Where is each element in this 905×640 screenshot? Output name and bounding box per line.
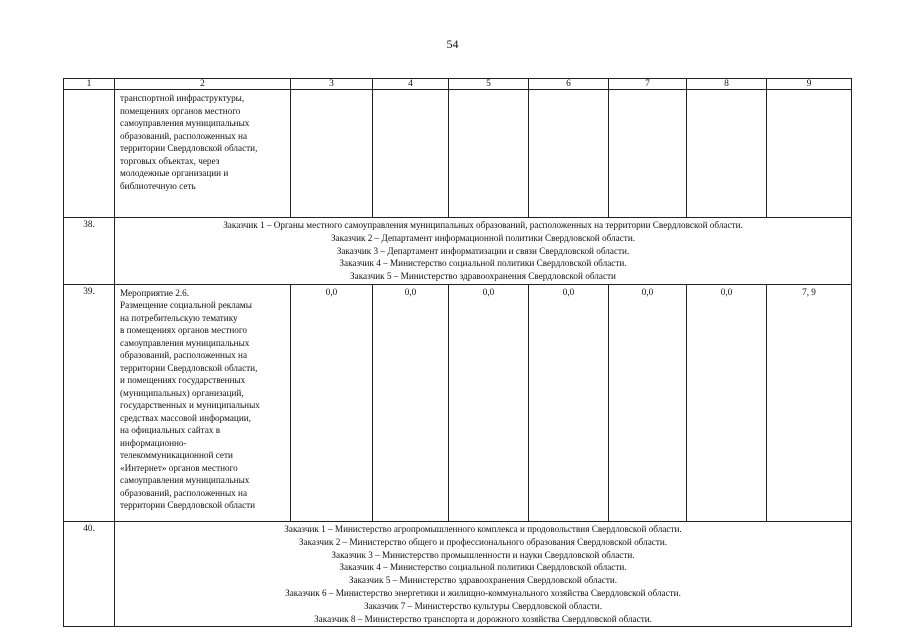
empty-cell bbox=[529, 90, 609, 218]
program-table bbox=[63, 78, 852, 627]
text-line: на официальных сайтах в bbox=[120, 425, 221, 436]
header-col-3: 3 bbox=[291, 79, 373, 90]
empty-cell bbox=[687, 90, 767, 218]
text-line: помещениях органов местного bbox=[120, 105, 241, 116]
text-line: самоуправления муниципальных bbox=[120, 475, 250, 486]
customer-line: Заказчик 8 – Министерство транспорта и дорожного хозяйства Свердловской области. bbox=[314, 613, 652, 624]
header-col-9: 9 bbox=[767, 79, 852, 90]
header-col-2: 2 bbox=[115, 79, 291, 90]
table-row-38 bbox=[64, 218, 852, 285]
header-col-5: 5 bbox=[449, 79, 529, 90]
empty-cell bbox=[291, 90, 373, 218]
text-line: транспортной инфраструктуры, bbox=[120, 93, 245, 103]
text-line: и помещениях государственных bbox=[120, 375, 246, 386]
value-cell: 0,0 bbox=[373, 284, 449, 521]
customer-line: Заказчик 4 – Министерство социальной политики Свердловской области. bbox=[339, 562, 627, 573]
customer-line: Заказчик 2 – Министерство общего и профессионального образования Свердловской области. bbox=[298, 536, 668, 547]
row-number: 40. bbox=[64, 521, 115, 626]
header-col-4: 4 bbox=[373, 79, 449, 90]
text-line: телекоммуникационной сети bbox=[120, 450, 233, 461]
text-line: в помещениях органов местного bbox=[120, 325, 248, 336]
row-number bbox=[64, 90, 115, 218]
header-row bbox=[64, 79, 852, 90]
text-line: Размещение социальной рекламы bbox=[120, 300, 252, 311]
text-line: образований, расположенных на bbox=[120, 487, 248, 498]
table-row-39 bbox=[64, 284, 852, 521]
customer-line: Заказчик 6 – Министерство энергетики и жилищно-коммунального хозяйства Свердловской области. bbox=[285, 587, 681, 598]
measure-description bbox=[115, 284, 291, 521]
customers-list bbox=[115, 218, 852, 285]
text-line: территории Свердловской области, bbox=[120, 362, 258, 373]
text-line: образований, расположенных на bbox=[120, 130, 248, 141]
text-line: «Интернет» органов местного bbox=[120, 462, 238, 473]
header-col-1: 1 bbox=[64, 79, 115, 90]
header-col-8: 8 bbox=[687, 79, 767, 90]
header-col-6: 6 bbox=[529, 79, 609, 90]
customer-line: Заказчик 3 – Департамент информатизации и связи Свердловской области. bbox=[336, 245, 630, 256]
text-line: торговых объектах, через bbox=[120, 155, 220, 166]
customer-line: Заказчик 1 – Министерство агропромышленного комплекса и продовольствия Свердловской области. bbox=[284, 523, 682, 534]
text-line: территории Свердловской области, bbox=[120, 143, 258, 153]
target-indicator-cell: 7, 9 bbox=[767, 284, 852, 521]
text-line: библиотечную сеть bbox=[120, 180, 196, 191]
table-row-continuation bbox=[64, 90, 852, 218]
value-cell: 0,0 bbox=[449, 284, 529, 521]
text-line: самоуправления муниципальных bbox=[120, 337, 250, 348]
text-line: средствах массовой информации, bbox=[120, 412, 251, 423]
customer-line: Заказчик 1 – Органы местного самоуправления муниципальных образований, расположенных на территории Свердловской области. bbox=[223, 220, 743, 230]
customers-list bbox=[115, 521, 852, 626]
customer-line: Заказчик 2 – Департамент информационной политики Свердловской области. bbox=[330, 232, 636, 243]
empty-cell bbox=[767, 90, 852, 218]
text-line: самоуправления муниципальных bbox=[120, 118, 250, 128]
header-col-7: 7 bbox=[609, 79, 687, 90]
text-line: молодежные организации и bbox=[120, 168, 229, 178]
row-number: 39. bbox=[64, 284, 115, 521]
value-cell: 0,0 bbox=[291, 284, 373, 521]
customer-line: Заказчик 7 – Министерство культуры Свердловской области. bbox=[363, 600, 603, 611]
page-number: 54 bbox=[446, 37, 459, 51]
empty-cell bbox=[449, 90, 529, 218]
value-cell: 0,0 bbox=[687, 284, 767, 521]
text-line: Мероприятие 2.6. bbox=[120, 287, 190, 298]
text-line: информационно- bbox=[120, 437, 187, 448]
text-line: (муниципальных) организаций, bbox=[120, 387, 244, 398]
measure-description bbox=[115, 90, 291, 218]
empty-cell bbox=[609, 90, 687, 218]
customer-line: Заказчик 5 – Министерство здравоохранения Свердловской области. bbox=[348, 575, 618, 586]
text-line: территории Свердловской области bbox=[120, 500, 256, 511]
table-row-40 bbox=[64, 521, 852, 626]
customer-line: Заказчик 4 – Министерство социальной политики Свердловской области. bbox=[339, 258, 627, 269]
row-number: 38. bbox=[64, 218, 115, 285]
customer-line: Заказчик 3 – Министерство промышленности и науки Свердловской области. bbox=[331, 549, 635, 560]
text-line: государственных и муниципальных bbox=[120, 400, 260, 411]
empty-cell bbox=[373, 90, 449, 218]
customer-line: Заказчик 5 – Министерство здравоохранения Свердловской области bbox=[350, 271, 616, 282]
text-line: на потребительскую тематику bbox=[120, 312, 238, 323]
text-line: образований, расположенных на bbox=[120, 350, 248, 361]
value-cell: 0,0 bbox=[529, 284, 609, 521]
value-cell: 0,0 bbox=[609, 284, 687, 521]
